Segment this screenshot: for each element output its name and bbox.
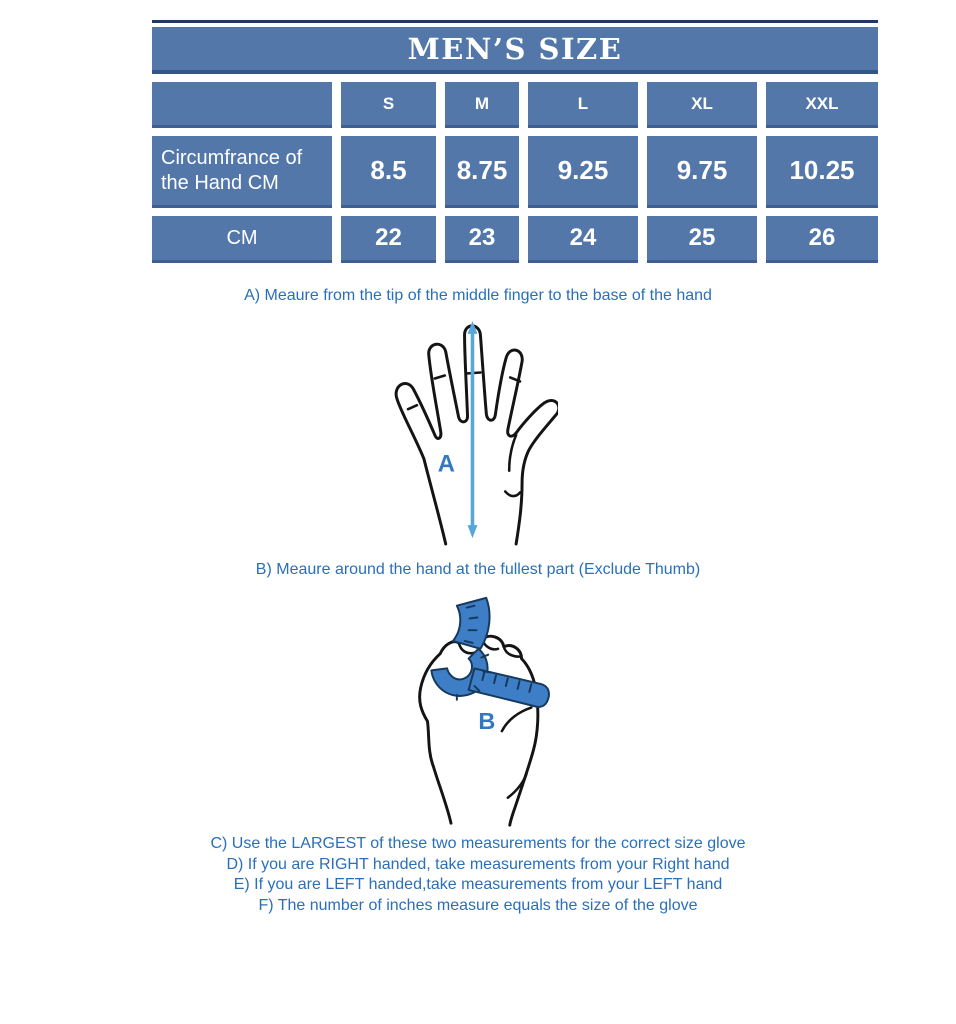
mens-size-table xyxy=(152,20,878,263)
instructions-cdef xyxy=(0,834,956,916)
cm-m: 23 xyxy=(445,216,519,263)
fist-measure-diagram xyxy=(398,592,550,832)
col-header-s: S xyxy=(341,82,436,128)
cm-xl: 25 xyxy=(647,216,757,263)
cm-l: 24 xyxy=(528,216,638,263)
figure-a-label: A xyxy=(437,450,455,478)
instruction-a: A) Meaure from the tip of the middle finger to the base of the hand xyxy=(244,287,712,304)
cm-xxl: 26 xyxy=(766,216,878,263)
col-header-xxl: XXL xyxy=(766,82,878,128)
figure-b-label: B xyxy=(478,708,496,735)
hand-outline xyxy=(396,326,558,544)
col-header-l: L xyxy=(528,82,638,128)
open-hand-illustration xyxy=(384,316,558,546)
col-header-m: M xyxy=(445,82,519,128)
circumference-l: 9.25 xyxy=(528,136,638,208)
circumference-s: 8.5 xyxy=(341,136,436,208)
instruction-c: C) Use the LARGEST of these two measurements for the correct size glove xyxy=(210,835,746,852)
size-grid xyxy=(152,82,878,263)
fist-illustration xyxy=(398,592,550,832)
open-hand-diagram xyxy=(384,316,558,546)
circumference-m: 8.75 xyxy=(445,136,519,208)
instruction-f: F) The number of inches measure equals the size of the glove xyxy=(258,896,698,914)
table-title: MEN’S SIZE xyxy=(152,27,878,74)
cm-s: 22 xyxy=(341,216,436,263)
circumference-xxl: 10.25 xyxy=(766,136,878,208)
instruction-e: E) If you are LEFT handed,take measurements from your LEFT hand xyxy=(233,876,723,893)
row-label-cm: CM xyxy=(152,216,332,263)
instruction-b: B) Meaure around the hand at the fullest part (Exclude Thumb) xyxy=(255,561,701,578)
corner-cell xyxy=(152,82,332,128)
circumference-xl: 9.75 xyxy=(647,136,757,208)
row-label-circumference: Circumfrance of the Hand CM xyxy=(152,136,332,208)
table-top-rule xyxy=(152,20,878,23)
col-header-xl: XL xyxy=(647,82,757,128)
instruction-d: D) If you are RIGHT handed, take measurements from your Right hand xyxy=(226,855,730,873)
